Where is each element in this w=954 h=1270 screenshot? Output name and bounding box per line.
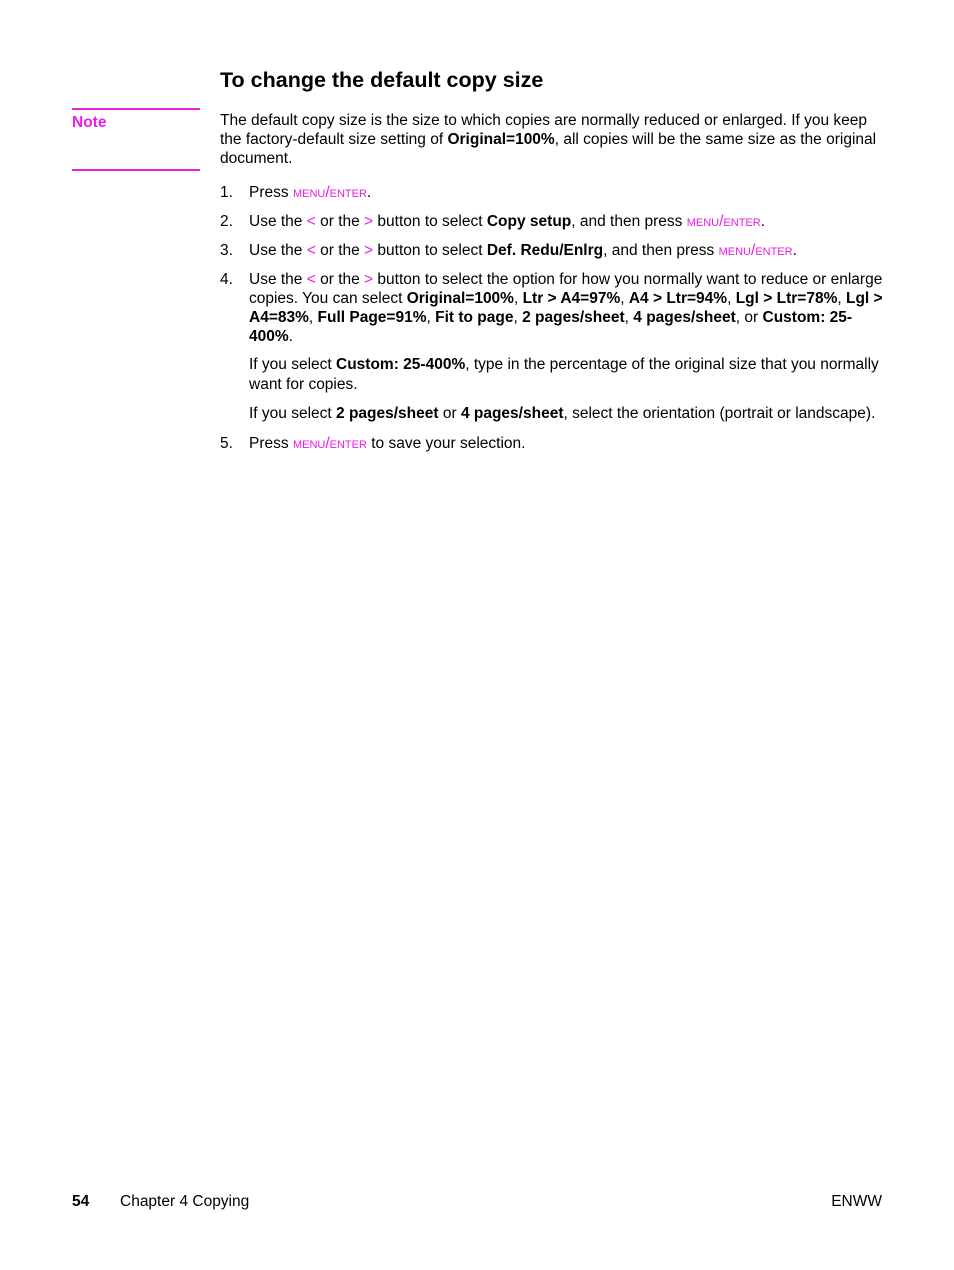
menu-enter-key: menu/enter [292, 435, 367, 452]
note-top-rule [72, 108, 200, 110]
right-arrow-key: > [364, 213, 374, 230]
step-3: 3. Use the < or the > button to select Def. Redu/Enlrg, and then press menu/enter. [220, 242, 797, 259]
step-2: 2. Use the < or the > button to select Copy setup, and then press menu/enter. [220, 213, 766, 230]
left-arrow-key: < [306, 242, 316, 259]
note-bottom-rule [72, 169, 200, 171]
menu-enter-key: menu/enter [292, 184, 367, 201]
footer-locale: ENWW [831, 1193, 882, 1210]
step-5: 5. Press menu/enter to save your selection. [220, 435, 526, 452]
right-arrow-key: > [364, 271, 374, 288]
step-4-custom-note: If you select Custom: 25-400%, type in the percentage of the original size that you normally want for copies. [249, 356, 879, 393]
menu-enter-key: menu/enter [686, 213, 761, 230]
note-label: Note [72, 114, 107, 131]
chapter-label: Chapter 4 Copying [120, 1193, 250, 1210]
right-arrow-key: > [364, 242, 374, 259]
page-footer [72, 1192, 882, 1212]
page-title: To change the default copy size [220, 68, 544, 92]
page-number: 54 [72, 1193, 90, 1210]
menu-enter-key: menu/enter [718, 242, 793, 259]
left-arrow-key: < [306, 213, 316, 230]
note-text: The default copy size is the size to which copies are normally reduced or enlarged. If you keep the factory-default size setting of Original=100%, all copies will be the same size as the original document. [220, 112, 877, 167]
left-arrow-key: < [306, 271, 316, 288]
steps-list [220, 183, 888, 463]
step-4-pages-note: If you select 2 pages/sheet or 4 pages/sheet, select the orientation (portrait or landscape). [249, 405, 876, 422]
step-4: 4. Use the < or the > button to select the option for how you normally want to reduce or enlarge copies. You can select Original=100%, Ltr > A4=97%, A4 > Ltr=94%, Lgl > Ltr=78%, Lgl > A4=83%, Full Page=91%, Fit to page, 2 pages/sheet, 4 pages/sheet, or Custom: 25-400%. If you select Custom: 25-400%, type in the percentage of the original size that you normally want for copies. If you select 2 pages/sheet or 4 pages/sheet, select the orientation (portrait or landscape). [220, 270, 888, 424]
step-1: 1. Press menu/enter. [220, 184, 372, 201]
